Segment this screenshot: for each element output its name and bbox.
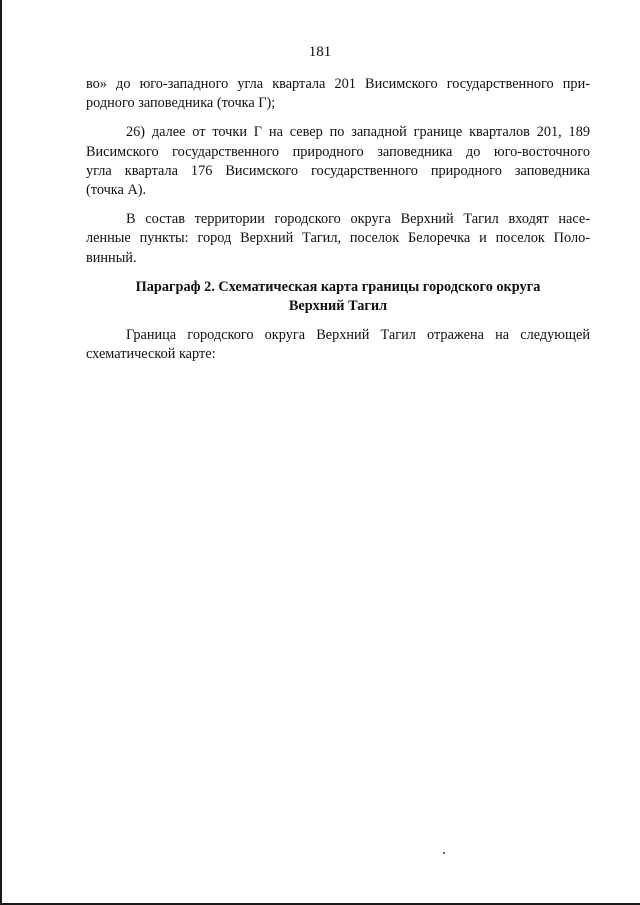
- paragraph-item-26: [86, 123, 590, 200]
- text-line: В состав территории городского округа Верхний Тагил входят насе-: [126, 211, 590, 228]
- document-body: [86, 75, 590, 375]
- text-line: Граница городского округа Верхний Тагил отражена на следующей: [126, 327, 590, 344]
- paragraph-map-intro: [86, 326, 590, 364]
- paragraph-continuation: [86, 75, 590, 113]
- scan-speck: [443, 852, 445, 854]
- section-heading: [86, 278, 590, 316]
- text-line: схематической карте:: [86, 346, 216, 363]
- text-line: ленные пункты: город Верхний Тагил, поселок Белоречка и поселок Поло-: [86, 230, 590, 247]
- text-line: 26) далее от точки Г на север по западной границе кварталов 201, 189: [126, 124, 590, 141]
- text-line: винный.: [86, 249, 137, 266]
- text-line: Висимского государственного природного заповедника до юго-восточного: [86, 143, 590, 160]
- paragraph-settlements: [86, 210, 590, 268]
- page-number: 181: [308, 44, 332, 60]
- scan-border-left: [0, 0, 2, 905]
- text-line: (точка А).: [86, 182, 147, 199]
- heading-line-1: Параграф 2. Схематическая карта границы городского округа: [135, 278, 541, 295]
- text-line: угла квартала 176 Висимского государственного природного заповедника: [86, 162, 590, 179]
- heading-line-2: Верхний Тагил: [288, 298, 388, 315]
- text-line: во» до юго-западного угла квартала 201 Висимского государственного при-: [86, 76, 590, 92]
- text-line: родного заповедника (точка Г);: [86, 95, 276, 112]
